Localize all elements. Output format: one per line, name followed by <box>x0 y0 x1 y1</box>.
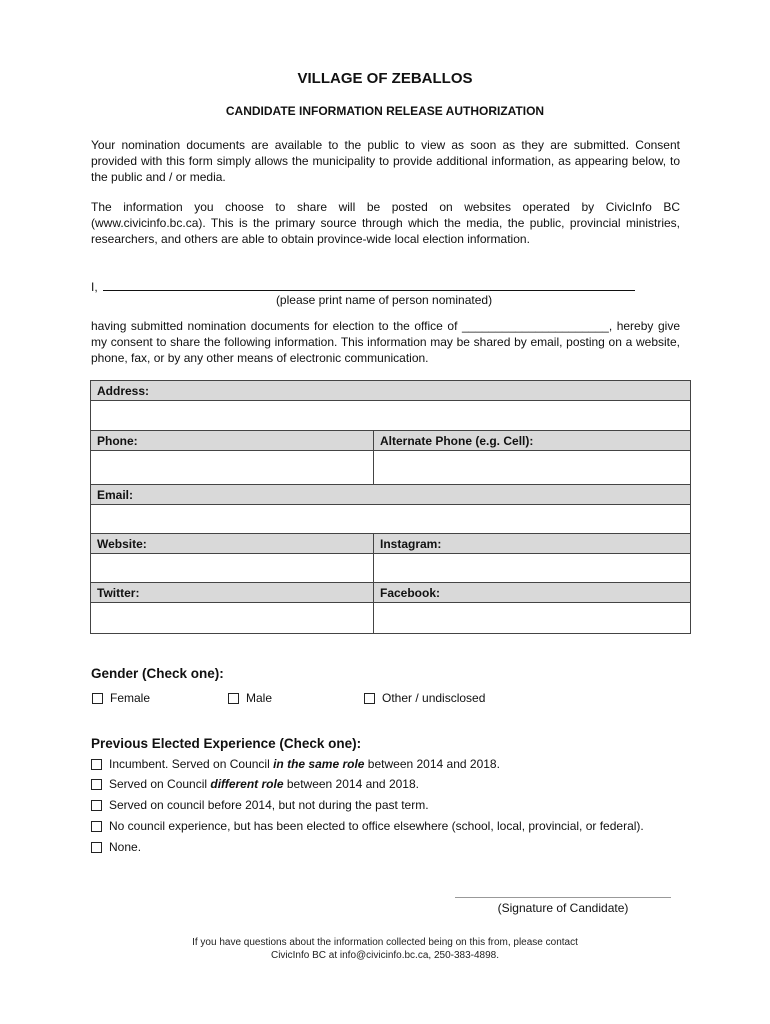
experience-option-label: No council experience, but has been elected to office elsewhere (school, local, provincial, or federal). <box>109 819 644 833</box>
form-subtitle: CANDIDATE INFORMATION RELEASE AUTHORIZATION <box>225 104 545 118</box>
twitter-label: Twitter: <box>91 583 374 603</box>
gender-option-other[interactable] <box>364 691 485 705</box>
gender-option-label: Other / undisclosed <box>382 691 486 705</box>
gender-option-male[interactable] <box>228 691 272 705</box>
experience-option-elsewhere[interactable] <box>91 819 644 833</box>
checkbox-icon[interactable] <box>91 759 102 770</box>
nominee-name-field[interactable] <box>103 290 635 291</box>
experience-heading: Previous Elected Experience (Check one): <box>91 736 362 751</box>
signature-field[interactable] <box>455 897 671 898</box>
page-title: VILLAGE OF ZEBALLOS <box>297 70 473 87</box>
nominee-prefix: I, <box>91 280 98 294</box>
facebook-field[interactable] <box>374 603 691 634</box>
signature-caption: (Signature of Candidate) <box>497 901 629 915</box>
gender-option-female[interactable] <box>92 691 150 705</box>
consent-paragraph: having submitted nomination documents for election to the office of ______________________, hereby give my consent to share the following information. This information may be shared by email, posting on a website, phone, fax, or by any other means of electronic communication. <box>91 319 680 365</box>
checkbox-icon[interactable] <box>364 693 375 704</box>
experience-option-incumbent[interactable] <box>91 757 500 771</box>
instagram-field[interactable] <box>374 554 691 583</box>
address-label: Address: <box>91 381 691 401</box>
website-label: Website: <box>91 534 374 554</box>
experience-option-label: None. <box>109 840 142 854</box>
gender-option-label: Female <box>110 691 151 705</box>
footer-line-1: If you have questions about the information collected being on this from, please contact <box>192 937 578 948</box>
checkbox-icon[interactable] <box>91 779 102 790</box>
experience-option-different-role[interactable] <box>91 777 419 791</box>
checkbox-icon[interactable] <box>92 693 103 704</box>
checkbox-icon[interactable] <box>91 842 102 853</box>
experience-option-label: Served on Council different role between 2014 and 2018. <box>109 777 419 791</box>
checkbox-icon[interactable] <box>228 693 239 704</box>
alt-phone-label: Alternate Phone (e.g. Cell): <box>374 431 691 451</box>
experience-option-label: Served on council before 2014, but not during the past term. <box>109 798 429 812</box>
phone-label: Phone: <box>91 431 374 451</box>
email-field[interactable] <box>91 505 691 534</box>
contact-info-table <box>90 380 691 634</box>
address-field[interactable] <box>91 401 691 431</box>
twitter-field[interactable] <box>91 603 374 634</box>
footer-line-2: CivicInfo BC at info@civicinfo.bc.ca, 250-383-4898. <box>270 950 500 961</box>
facebook-label: Facebook: <box>374 583 691 603</box>
nominee-name-caption: (please print name of person nominated) <box>275 293 493 307</box>
intro-paragraph-2: The information you choose to share will be posted on websites operated by CivicInfo BC (www.civicinfo.bc.ca). This is the primary source through which the media, the public, provincial ministries, researchers, and others are able to obtain province-wide local election information. <box>91 200 680 246</box>
gender-heading: Gender (Check one): <box>91 666 224 681</box>
checkbox-icon[interactable] <box>91 800 102 811</box>
alt-phone-field[interactable] <box>374 451 691 485</box>
instagram-label: Instagram: <box>374 534 691 554</box>
experience-option-none[interactable] <box>91 840 141 854</box>
intro-paragraph-1: Your nomination documents are available to the public to view as soon as they are submitted. Consent provided with this form simply allows the municipality to provide additional information, as appearing below, to the public and / or media. <box>91 138 680 184</box>
experience-option-before-2014[interactable] <box>91 798 429 812</box>
gender-option-label: Male <box>246 691 273 705</box>
experience-option-label: Incumbent. Served on Council in the same role between 2014 and 2018. <box>109 757 500 771</box>
website-field[interactable] <box>91 554 374 583</box>
email-label: Email: <box>91 485 691 505</box>
phone-field[interactable] <box>91 451 374 485</box>
checkbox-icon[interactable] <box>91 821 102 832</box>
